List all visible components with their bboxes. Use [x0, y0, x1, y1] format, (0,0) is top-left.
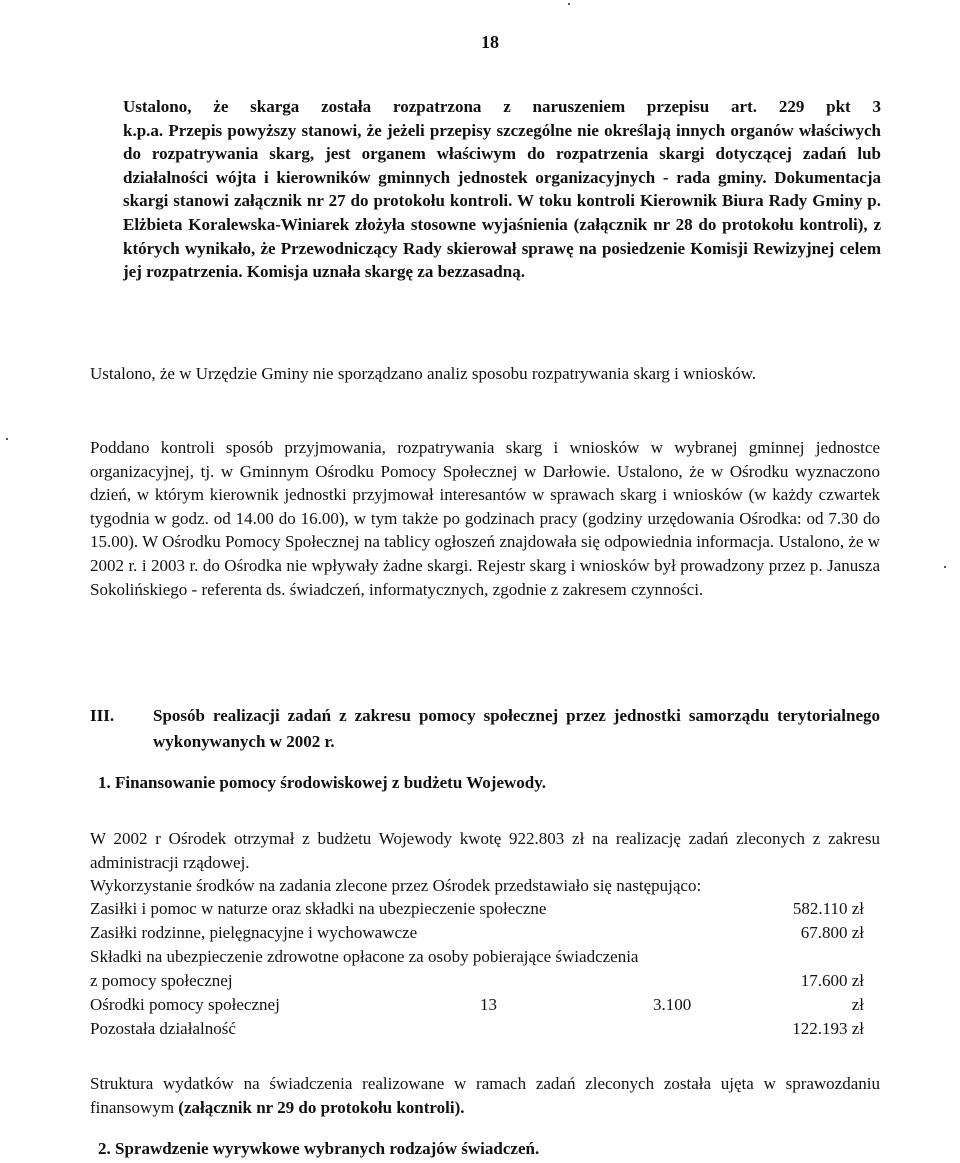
expense-col2: 13	[480, 995, 497, 1014]
expense-label: Pozostała działalność	[90, 1019, 236, 1038]
expense-row	[90, 1019, 880, 1043]
expense-label: Zasiłki rodzinne, pielęgnacyjne i wychowawcze	[90, 923, 418, 942]
expense-label: Ośrodki pomocy społecznej	[90, 995, 280, 1014]
paragraph-funding-amount: W 2002 r Ośrodek otrzymał z budżetu Wojewody kwotę 922.803 zł na realizację zadań zleconych z zakresu administracji rządowej.	[90, 829, 880, 872]
scan-speck	[568, 3, 570, 5]
paragraph-funding	[90, 827, 880, 898]
expense-row	[90, 995, 880, 1019]
paragraph-structure	[90, 1072, 880, 1119]
expense-value: zł	[851, 995, 864, 1014]
paragraph-funding-usage: Wykorzystanie środków na zadania zlecone przez Ośrodek przedstawiało się następująco:	[90, 876, 702, 896]
expense-value: 122.193 zł	[792, 1019, 864, 1038]
paragraph-gops-control: Poddano kontroli sposób przyjmowania, rozpatrywania skarg i wniosków w wybranej gminnej jednostce organizacyjnej, tj. w Gminnym Ośrodku Pomocy Społecznej w Darłowie. Ustalono, że w Ośrodku wyznaczono dzień, w którym kierownik jednostki przyjmował interesantów w sprawach skarg i wniosków (w każdy czwartek tygodnia w godz. od 14.00 do 16.00), w tym także po godzinach pracy (godziny urzędowania Ośrodka: od 7.30 do 15.00). W Ośrodku Pomocy Społecznej na tablicy ogłoszeń znajdowała się odpowiednia informacja. Ustalono, że w 2002 r. i 2003 r. do Ośrodka nie wpływały żadne skargi. Rejestr skarg i wniosków był prowadzony przez p. Janusza Sokolińskiego - referenta ds. świadczeń, informatycznych, zgodnie z zakresem czynności.	[90, 438, 880, 599]
section-3-heading	[90, 703, 880, 755]
paragraph-complaint-review	[123, 95, 881, 284]
section-3-number: III.	[90, 706, 115, 725]
section-3-title: Sposób realizacji zadań z zakresu pomocy społecznej przez jednostki samorządu terytorialnego wykonywanych w 2002 r.	[153, 706, 880, 751]
scan-speck	[944, 566, 946, 568]
paragraph-structure-text: Struktura wydatków na świadczenia realizowane w ramach zadań zleconych została ujęta w sprawozdaniu finansowym	[90, 1074, 880, 1117]
expense-value: 67.800 zł	[800, 923, 864, 942]
page-number: 18	[481, 32, 499, 52]
expense-label: Zasiłki i pomoc w naturze oraz składki na ubezpieczenie społeczne	[90, 899, 547, 918]
scan-speck	[6, 438, 8, 440]
expense-value: 17.600 zł	[800, 971, 864, 990]
expense-row	[90, 923, 880, 947]
paragraph-complaint-review-line1: Ustalono, że skarga została rozpatrzona z naruszeniem przepisu art. 229 pkt 3	[123, 97, 881, 116]
expense-col3: 3.100	[653, 995, 692, 1014]
expense-row	[90, 971, 880, 995]
expense-label: Składki na ubezpieczenie zdrowotne opłacone za osoby pobierające świadczenia	[90, 947, 639, 966]
expense-label: z pomocy społecznej	[90, 971, 233, 990]
heading-sampling: 2. Sprawdzenie wyrywkowe wybranych rodzajów świadczeń.	[98, 1139, 540, 1158]
paragraph-complaint-review-body: k.p.a. Przepis powyższy stanowi, że jeżeli przepisy szczególne nie określają innych organów właściwych do rozpatrywania skarg, jest organem właściwym do rozpatrzenia skargi dotyczącej zadań lub działalności wójta i kierowników gminnych jednostek organizacyjnych - rada gminy. Dokumentacja skargi stanowi załącznik nr 27 do protokołu kontroli. W toku kontroli Kierownik Biura Rady Gminy p. Elżbieta Koralewska-Winiarek złożyła stosowne wyjaśnienia (załącznik nr 28 do protokołu kontroli), z których wynikało, że Przewodniczący Rady skierował sprawę na posiedzenie Komisji Rewizyjnej celem jej rozpatrzenia. Komisja uznała skargę za bezzasadną.	[123, 120, 881, 282]
paragraph-no-analysis: Ustalono, że w Urzędzie Gminy nie sporządzano analiz sposobu rozpatrywania skarg i wniosków.	[90, 364, 757, 383]
heading-financing: 1. Finansowanie pomocy środowiskowej z budżetu Wojewody.	[98, 773, 547, 792]
expense-value: 582.110 zł	[792, 899, 864, 918]
expense-row	[90, 947, 880, 971]
paragraph-structure-attachment: (załącznik nr 29 do protokołu kontroli).	[178, 1097, 465, 1117]
expense-row	[90, 899, 880, 923]
